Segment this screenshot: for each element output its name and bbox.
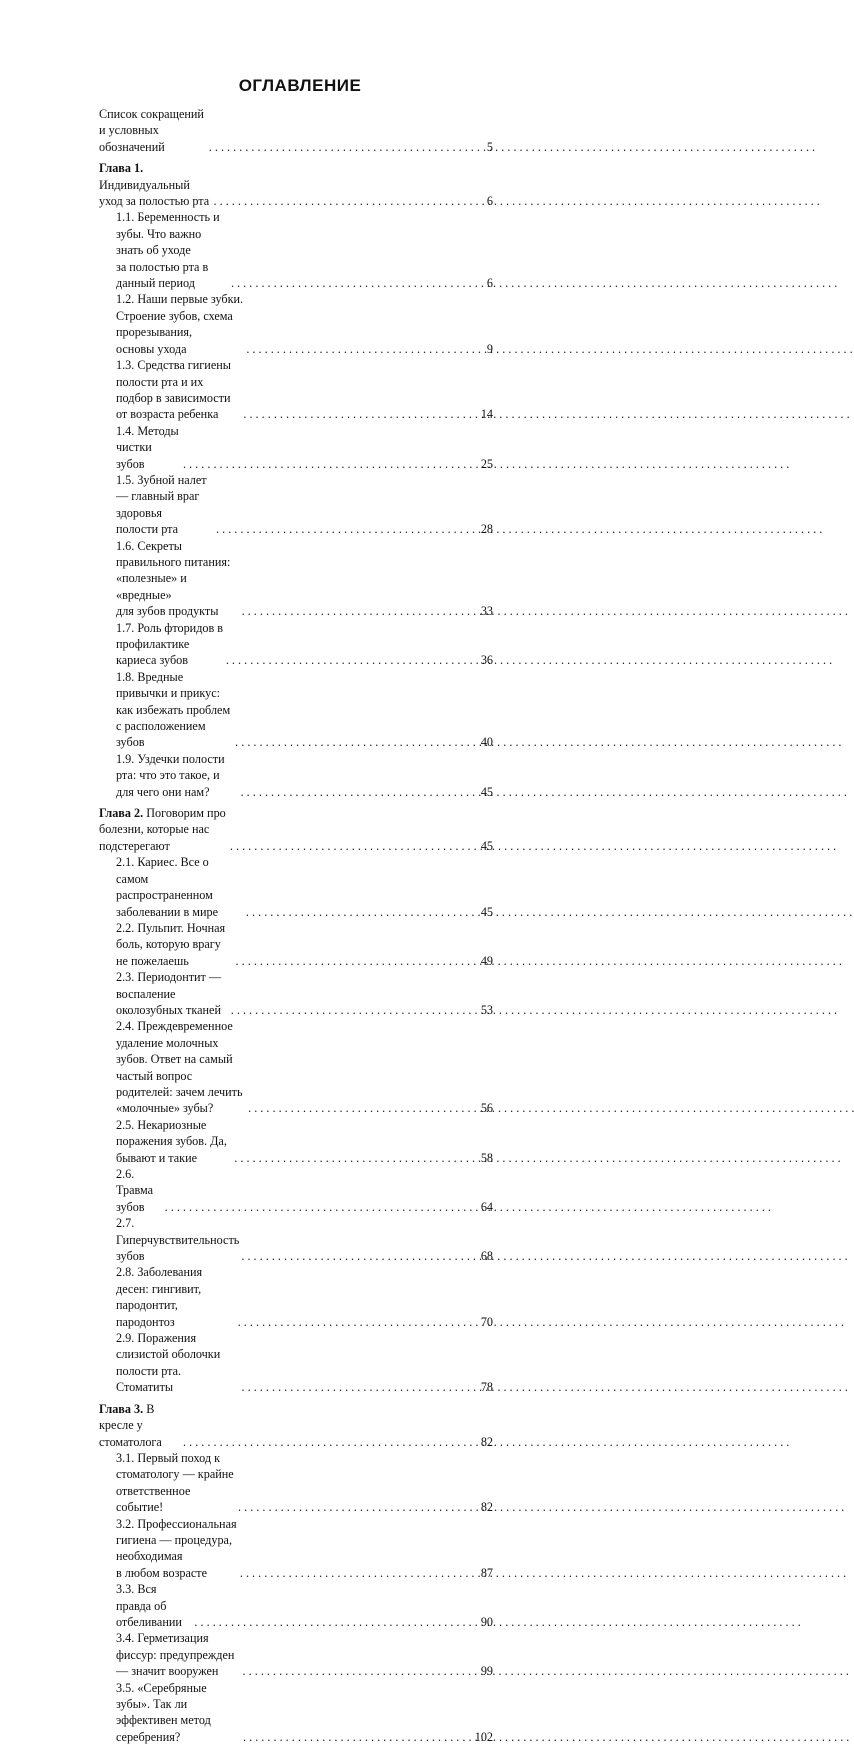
page-number: 102 bbox=[474, 1729, 493, 1744]
toc-entry-text bbox=[116, 854, 244, 920]
toc-section[interactable] bbox=[99, 1630, 493, 1679]
dot-leader bbox=[243, 1663, 479, 1679]
toc-entry-line: событие! bbox=[116, 1500, 164, 1515]
toc-entry-line: 2.9. Поражения слизистой оболочки полости рта. Стоматиты bbox=[116, 1331, 221, 1395]
page-number: 49 bbox=[480, 953, 493, 968]
toc-entry-line: 2.3. Периодонтит — воспаление околозубных тканей bbox=[116, 970, 222, 1017]
page-number: 45 bbox=[480, 838, 493, 853]
page-number: 36 bbox=[480, 653, 493, 668]
table-of-contents bbox=[99, 106, 493, 1745]
toc-section[interactable] bbox=[99, 1581, 493, 1630]
toc-section[interactable] bbox=[99, 291, 493, 357]
toc-entry-text bbox=[116, 1166, 163, 1215]
toc-section[interactable] bbox=[99, 1516, 493, 1582]
chapter-label: Глава 1. bbox=[99, 161, 144, 176]
toc-entry-text bbox=[116, 423, 181, 472]
toc-entry-line: 2.2. Пульпит. Ночная боль, которую врагу не пожелаешь bbox=[116, 920, 226, 968]
toc-entry-text bbox=[116, 1581, 192, 1630]
toc-section[interactable] bbox=[99, 1680, 493, 1745]
toc-entry-line: от возраста ребенка bbox=[116, 407, 219, 422]
dot-leader bbox=[241, 1248, 478, 1264]
toc-entry-line: основы ухода bbox=[116, 341, 187, 356]
toc-entry-text bbox=[116, 620, 224, 669]
dot-leader bbox=[214, 193, 485, 209]
dot-leader bbox=[183, 1434, 479, 1450]
page-number: 90 bbox=[480, 1614, 493, 1629]
toc-entry-line: 2.1. Кариес. Все о самом распространенном заболевании в мире bbox=[116, 855, 219, 919]
dot-leader bbox=[242, 603, 479, 619]
toc-entry-line: 3.3. Вся правда об отбеливании bbox=[116, 1582, 182, 1629]
dot-leader bbox=[240, 1565, 479, 1581]
page-number: 33 bbox=[480, 604, 493, 619]
page-number: 82 bbox=[480, 1500, 493, 1515]
toc-section[interactable] bbox=[99, 1264, 493, 1330]
dot-leader bbox=[246, 341, 485, 357]
dot-leader bbox=[248, 1100, 479, 1116]
dot-leader bbox=[231, 275, 485, 291]
toc-entry-line: 2.4. Преждевременное удаление молочных зубов. Ответ на самый bbox=[116, 1019, 233, 1067]
toc-entry-text bbox=[116, 669, 233, 751]
page-number: 6 bbox=[486, 194, 493, 209]
toc-entry-text bbox=[116, 1450, 236, 1516]
page-title: ОГЛАВЛЕНИЕ bbox=[238, 76, 362, 95]
toc-section[interactable] bbox=[99, 1215, 493, 1264]
page-number: 58 bbox=[480, 1150, 493, 1165]
dot-leader bbox=[183, 456, 479, 472]
dot-leader bbox=[165, 1199, 479, 1215]
page-number: 99 bbox=[480, 1664, 493, 1679]
page-number: 40 bbox=[480, 735, 493, 750]
dot-leader bbox=[230, 838, 479, 854]
chapter-label: Глава 2. bbox=[99, 806, 144, 821]
toc-entry-text bbox=[116, 357, 241, 423]
chapter-label: Глава 3. bbox=[99, 1401, 144, 1416]
toc-entry-line: 2.8. Заболевания десен: гингивит, пародонтит, пародонтоз bbox=[116, 1265, 203, 1329]
toc-chapter[interactable] bbox=[99, 160, 493, 209]
page-number: 45 bbox=[480, 784, 493, 799]
dot-leader bbox=[226, 652, 479, 668]
page-number: 9 bbox=[486, 341, 493, 356]
page-number: 68 bbox=[480, 1249, 493, 1264]
toc-entry-line: с расположением зубов bbox=[116, 719, 206, 750]
toc-section[interactable] bbox=[99, 1450, 493, 1516]
dot-leader bbox=[236, 953, 479, 969]
page-number: 56 bbox=[480, 1101, 493, 1116]
toc-entry-text bbox=[116, 751, 239, 800]
toc-entry-line: 1.6. Секреты правильного питания: «полезные» и «вредные» bbox=[116, 538, 231, 602]
dot-leader bbox=[238, 1499, 479, 1515]
toc-entry-text: Список сокращений и условных обозначений bbox=[99, 107, 204, 154]
toc-section[interactable] bbox=[99, 1330, 493, 1396]
toc-entry-text bbox=[116, 920, 234, 969]
dot-leader bbox=[243, 406, 478, 422]
dot-leader bbox=[235, 734, 479, 750]
page-number: 5 bbox=[486, 139, 493, 154]
page-number: 45 bbox=[480, 904, 493, 919]
toc-entry-text bbox=[116, 1215, 239, 1264]
toc-entry-text bbox=[116, 1117, 232, 1166]
dot-leader bbox=[243, 1729, 473, 1745]
toc-entry-line: в любом возрасте bbox=[116, 1565, 208, 1580]
toc-section[interactable] bbox=[99, 751, 493, 800]
page-number: 25 bbox=[480, 456, 493, 471]
dot-leader bbox=[209, 139, 485, 155]
toc-entry-text bbox=[116, 1330, 240, 1396]
toc-entry-text bbox=[116, 291, 244, 357]
toc-chapter[interactable] bbox=[99, 805, 493, 854]
toc-entry[interactable] bbox=[99, 106, 493, 155]
page-number: 64 bbox=[480, 1199, 493, 1214]
page-number: 70 bbox=[480, 1314, 493, 1329]
toc-entry-line: полости рта bbox=[116, 522, 179, 537]
dot-leader bbox=[216, 521, 479, 537]
toc-chapter[interactable] bbox=[99, 1401, 493, 1450]
toc-entry-line: 1.3. Средства гигиены полости рта и их подбор в зависимости bbox=[116, 358, 231, 405]
dot-leader bbox=[242, 1379, 479, 1395]
toc-section[interactable] bbox=[99, 920, 493, 969]
toc-entry-line: для зубов продукты bbox=[116, 604, 219, 619]
dot-leader bbox=[194, 1614, 478, 1630]
toc-entry-line: 3.1. Первый поход к стоматологу — крайне ответственное bbox=[116, 1450, 234, 1498]
page-number: 78 bbox=[480, 1380, 493, 1395]
page-number: 82 bbox=[480, 1434, 493, 1449]
toc-entry-line: 3.4. Герметизация фиссур: предупрежден — значит вооружен bbox=[116, 1631, 235, 1679]
toc-entry-text bbox=[116, 1680, 241, 1745]
toc-entry-line: 1.9. Уздечки полости рта: что это такое, и для чего они нам? bbox=[116, 751, 225, 799]
toc-entry-line: 1.2. Наши первые зубки. Строение зубов, схема прорезывания, bbox=[116, 292, 244, 340]
toc-entry-line: 1.7. Роль фторидов в профилактике кариеса зубов bbox=[116, 620, 224, 668]
toc-entry-line: частый вопрос родителей: зачем лечить «молочные» зубы? bbox=[116, 1068, 243, 1116]
toc-entry-text: Глава 1. Индивидуальный уход за полостью рта bbox=[99, 161, 210, 209]
toc-section[interactable] bbox=[99, 472, 493, 538]
toc-entry-text bbox=[116, 538, 240, 620]
toc-entry-line: 2.5. Некариозные поражения зубов. Да, бывают и такие bbox=[116, 1117, 227, 1165]
toc-entry-line: 3.5. «Серебряные зубы». Так ли эффективен метод серебрения? bbox=[116, 1680, 211, 1744]
toc-entry-line: 1.8. Вредные привычки и прикус: как избежать проблем bbox=[116, 669, 231, 717]
toc-entry-text: Глава 2. Поговорим про болезни, которые нас подстерегают bbox=[99, 806, 226, 853]
dot-leader bbox=[241, 784, 479, 800]
toc-section[interactable] bbox=[99, 357, 493, 423]
toc-section[interactable] bbox=[99, 209, 493, 291]
toc-entry-line: 2.6. Травма зубов bbox=[116, 1167, 154, 1214]
dot-leader bbox=[234, 1150, 479, 1166]
toc-entry-text bbox=[116, 472, 214, 538]
page-number: 6 bbox=[486, 276, 493, 291]
toc-entry-line: 2.7. Гиперчувствительность зубов bbox=[116, 1216, 240, 1264]
page-number: 87 bbox=[480, 1565, 493, 1580]
toc-section[interactable] bbox=[99, 538, 493, 620]
dot-leader bbox=[231, 1002, 479, 1018]
page-number: 53 bbox=[480, 1002, 493, 1017]
toc-entry-text: Глава 3. В кресле у стоматолога bbox=[99, 1401, 162, 1449]
toc-section[interactable] bbox=[99, 620, 493, 669]
toc-section[interactable] bbox=[99, 669, 493, 751]
toc-section[interactable] bbox=[99, 1166, 493, 1215]
toc-entry-text bbox=[116, 1264, 236, 1330]
toc-entry-text bbox=[116, 969, 229, 1018]
toc-entry-line: 1.1. Беременность и зубы. Что важно знать об уходе bbox=[116, 210, 220, 258]
toc-entry-text bbox=[116, 209, 229, 291]
dot-leader bbox=[238, 1314, 479, 1330]
toc-section[interactable] bbox=[99, 423, 493, 472]
page-number: 28 bbox=[480, 522, 493, 537]
toc-entry-text bbox=[116, 1630, 241, 1679]
page-number: 14 bbox=[480, 407, 493, 422]
toc-entry-line: 1.5. Зубной налет — главный враг здоровья bbox=[116, 472, 207, 520]
toc-section[interactable] bbox=[99, 969, 493, 1018]
toc-section[interactable] bbox=[99, 1117, 493, 1166]
toc-entry-text bbox=[116, 1516, 238, 1582]
toc-entry-line: 1.4. Методы чистки зубов bbox=[116, 423, 179, 471]
toc-entry-line: за полостью рта в данный период bbox=[116, 259, 209, 291]
toc-entry-line: 3.2. Профессиональная гигиена — процедура, необходимая bbox=[116, 1516, 237, 1564]
toc-section[interactable] bbox=[99, 1018, 493, 1116]
toc-section[interactable] bbox=[99, 854, 493, 920]
toc-entry-text bbox=[116, 1018, 246, 1116]
dot-leader bbox=[246, 904, 479, 920]
